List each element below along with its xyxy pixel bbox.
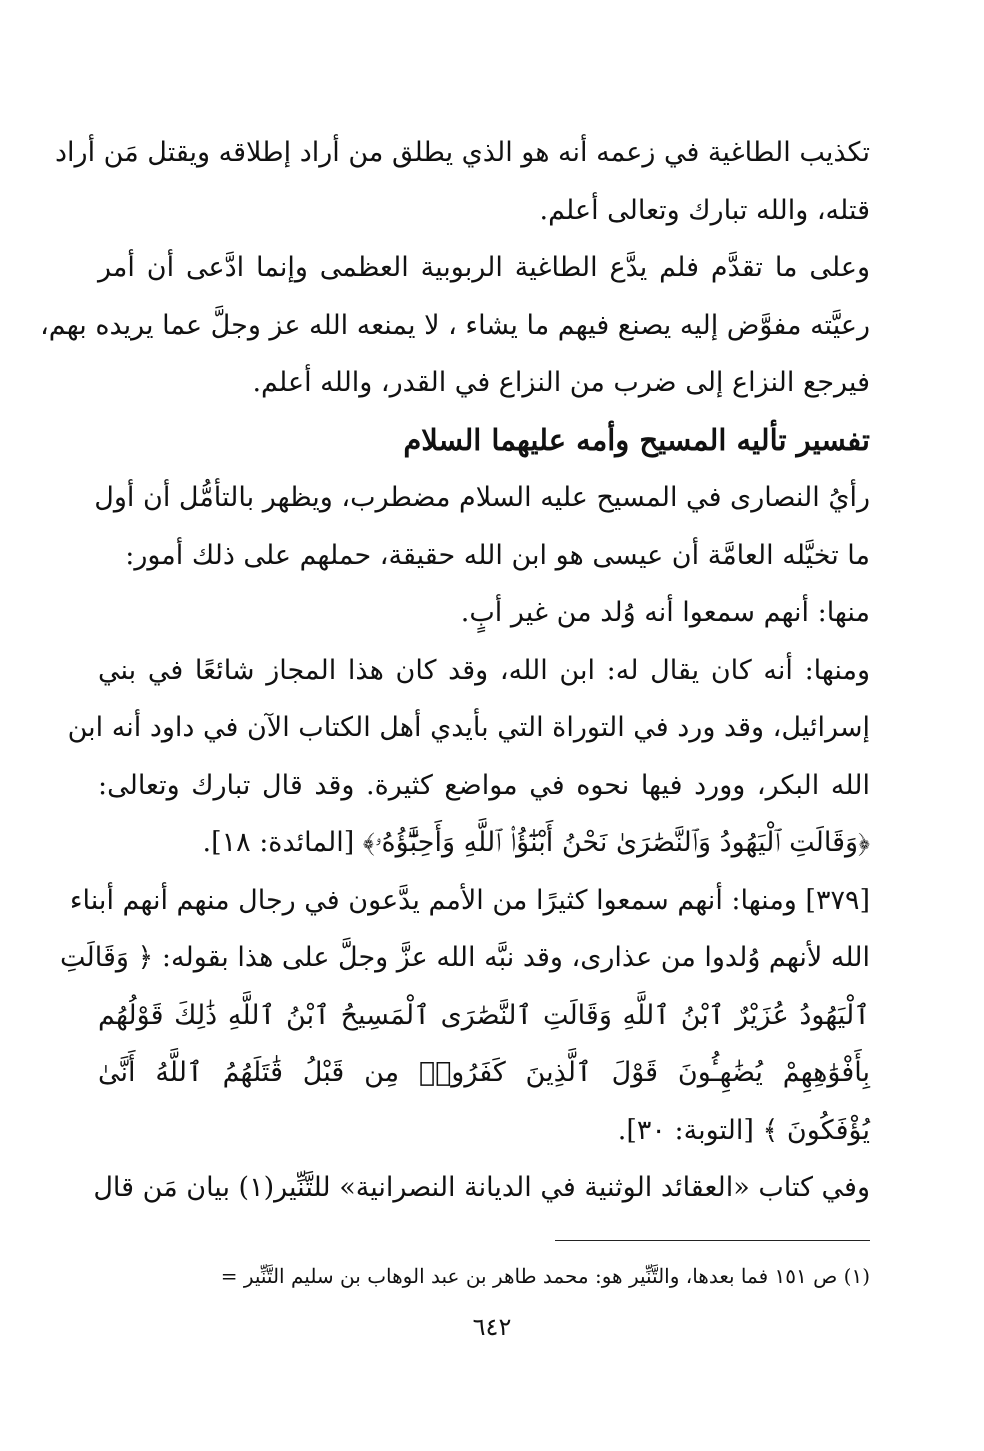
quran-verse-line: ٱلْيَهُودُ عُزَيْرٌ ٱبْنُ ٱللَّهِ وَقَالَتِ ٱلنَّصَٰرَى ٱلْمَسِيحُ ٱبْنُ ٱللَّهِ ذَٰلِكَ قَوْلُهُم bbox=[98, 999, 870, 1031]
text-line: تكذيب الطاغية في زعمه أنه هو الذي يطلق من أراد إطلاقه ويقتل مَن أراد bbox=[55, 137, 870, 168]
text-line: ما تخيَّله العامَّة أن عيسى هو ابن الله حقيقة، حملهم على ذلك أمور: bbox=[125, 539, 870, 571]
text-line: [٣٧٩] ومنها: أنهم سمعوا كثيرًا من الأمم يدَّعون في رجال منهم أنهم أبناء bbox=[69, 884, 870, 916]
text-line: قتله، والله تبارك وتعالى أعلم. bbox=[539, 194, 870, 226]
text-line: فيرجع النزاع إلى ضرب من النزاع في القدر، والله أعلم. bbox=[252, 367, 870, 398]
body-text bbox=[40, 124, 870, 1217]
section-heading: تفسير تأليه المسيح وأمه عليهما السلام bbox=[403, 422, 870, 457]
footnote-divider bbox=[555, 1240, 870, 1241]
footnote: (١) ص ١٥١ فما بعدها، والتَّنِّير هو: محمد طاهر بن عبد الوهاب بن سليم التَّنِّير = bbox=[220, 1264, 870, 1288]
quran-verse-line: ﴿وَقَالَتِ ٱلْيَهُودُ وَٱلنَّصَٰرَىٰ نَحْنُ أَبْنَٰٓؤُا۟ ٱللَّهِ وَأَحِبَّٰٓؤُهُۥ﴾ [المائدة: ١٨]. bbox=[202, 827, 870, 858]
text-line: رعيَّته مفوَّض إليه يصنع فيهم ما يشاء ، لا يمنعه الله عز وجلَّ عما يريده بهم، bbox=[40, 309, 870, 341]
quran-verse-line: بِأَفْوَٰهِهِمْ يُضَٰهِـُٔونَ قَوْلَ ٱلَّذِينَ كَفَرُوا۟ مِن قَبْلُ قَٰتَلَهُمُ ٱللَّهُ أَنَّىٰ bbox=[98, 1057, 870, 1088]
quran-verse-line: يُؤْفَكُونَ ﴾ [التوبة: ٣٠]. bbox=[617, 1114, 870, 1146]
text-line: منها: أنهم سمعوا أنه وُلد من غير أبٍ. bbox=[460, 597, 870, 628]
text-line: إسرائيل، وقد ورد في التوراة التي بأيدي أهل الكتاب الآن في داود أنه ابن bbox=[67, 712, 870, 743]
text-line: الله البكر، وورد فيها نحوه في مواضع كثيرة. وقد قال تبارك وتعالى: bbox=[98, 769, 870, 801]
text-line: الله لأنهم وُلدوا من عذارى، وقد نبَّه الله عزَّ وجلَّ على هذا بقوله: ﴿ وَقَالَتِ bbox=[60, 942, 870, 973]
text-line: وفي كتاب «العقائد الوثنية في الديانة النصرانية» للتَّنِّير(١) بيان مَن قال bbox=[93, 1172, 870, 1203]
text-line: وعلى ما تقدَّم فلم يدَّع الطاغية الربوبية العظمى وإنما ادَّعى أن أمر bbox=[98, 252, 870, 283]
page-number: ٦٤٢ bbox=[472, 1313, 512, 1341]
text-line: ومنها: أنه كان يقال له: ابن الله، وقد كان هذا المجاز شائعًا في بني bbox=[98, 654, 870, 686]
text-line: رأيُ النصارى في المسيح عليه السلام مضطرب، ويظهر بالتأمُّل أن أول bbox=[94, 482, 870, 513]
